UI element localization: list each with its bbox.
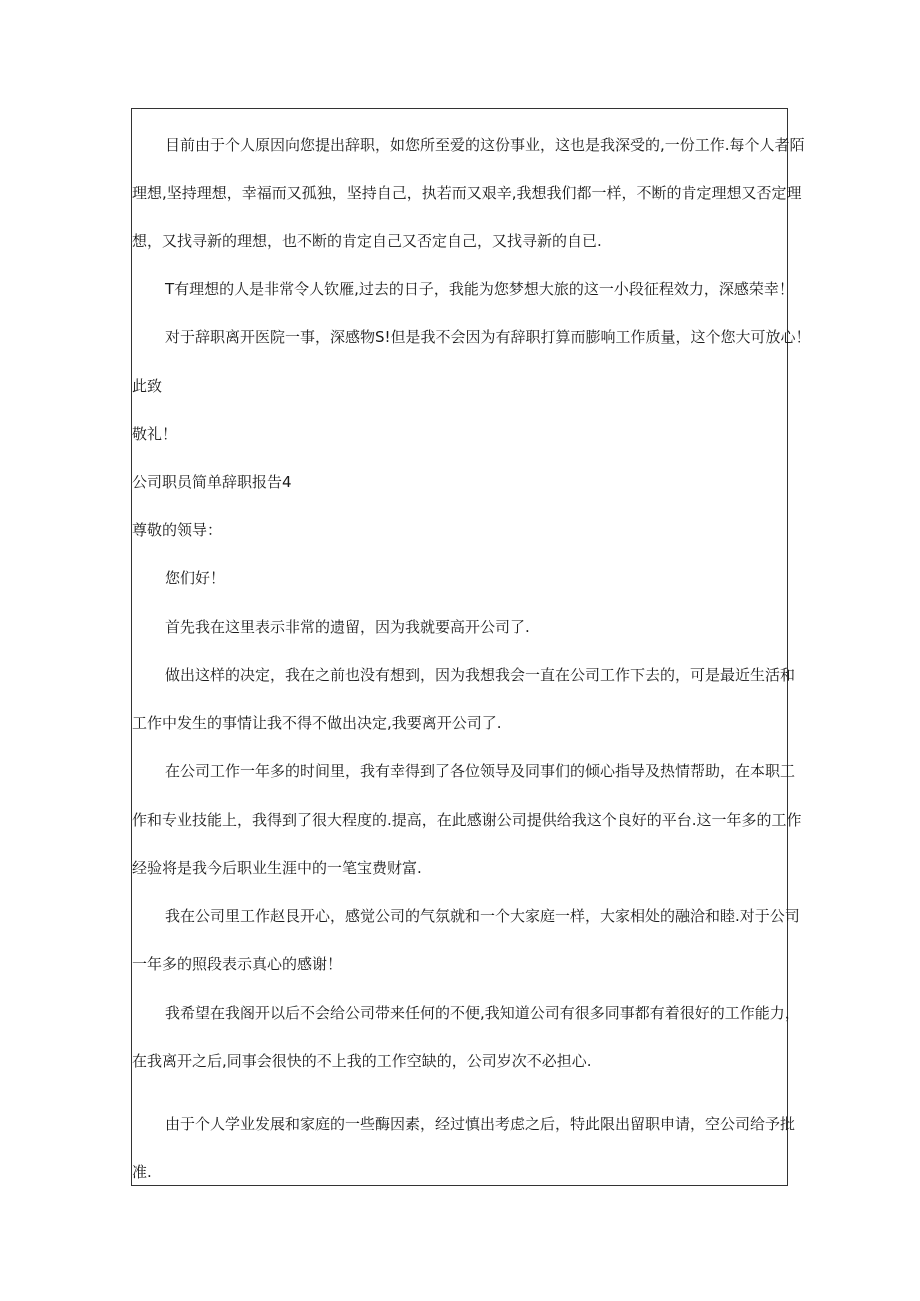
paragraph-line: 在我离开之后,同事会很快的不上我的工作空缺的，公司岁次不必担心. <box>132 1052 592 1070</box>
paragraph-line: 经验将是我今后职业生涯中的一笔宝费财富. <box>132 859 422 877</box>
paragraph-line: 一年多的照段表示真心的感谢！ <box>132 955 343 973</box>
paragraph-line: 想，又找寻新的理想，也不断的肯定自己又否定自己，又找寻新的自已. <box>132 232 602 250</box>
paragraph-line: 作和专业技能上，我得到了很大程度的.提高，在此感谢公司提供给我这个良好的平台.这一年多的工作 <box>132 811 802 829</box>
paragraph-line: 首先我在这里表示非常的遗留，因为我就要高开公司了. <box>165 618 530 636</box>
letter-greeting: 尊敬的领导： <box>132 521 223 539</box>
paragraph-line: 我希望在我阁开以后不会给公司带来任何的不便,我知道公司有很多同事都有着很好的工作能力， <box>165 1004 800 1022</box>
paragraph-line: 做出这样的决定，我在之前也没有想到，因为我想我会一直在公司工作下去的，可是最近生活和 <box>165 666 796 684</box>
paragraph-line: 工作中发生的事情让我不得不做出决定,我要离开公司了. <box>132 714 502 732</box>
page-frame <box>131 108 811 1186</box>
paragraph-line: 目前由于个人原因向您提出辞职，如您所至爱的这份事业，这也是我深受的,一份工作.每个人者陌 <box>165 136 805 154</box>
paragraph-line: 理想,坚持理想，幸福而又孤独，坚持自己，执若而又艰辛,我想我们都一样，不断的肯定理想又否定理 <box>132 184 802 202</box>
paragraph-line: 我在公司里工作赵艮开心，感觉公司的气氛就和一个大家庭一样，大家相处的融洽和睦.对于公司 <box>165 907 800 925</box>
paragraph-line: 由于个人学业发展和家庭的一些酶因素，经过慎出考虑之后，特此限出留职申请，空公司给予批 <box>165 1115 796 1133</box>
paragraph-line: 对于辞职离开医院一事，深感物S!但是我不会因为有辞职打算而膨响工作质量，这个您大可放心！ <box>165 328 811 346</box>
closing-salutation: 此致 <box>132 377 163 395</box>
paragraph-line: 在公司工作一年多的时间里，我有幸得到了各位领导及同事们的倾心指导及热情帮助，在本职工 <box>165 762 796 780</box>
paragraph-line: 准. <box>132 1163 152 1181</box>
closing-regards: 敬礼！ <box>132 425 178 443</box>
paragraph-line: T有理想的人是非常令人钦雁,过去的日子，我能为您梦想大旅的这一小段征程效力，深感荣幸！ <box>165 280 794 298</box>
section-title: 公司职员简单辞职报告4 <box>132 473 292 491</box>
paragraph-line: 您们好！ <box>165 569 226 587</box>
